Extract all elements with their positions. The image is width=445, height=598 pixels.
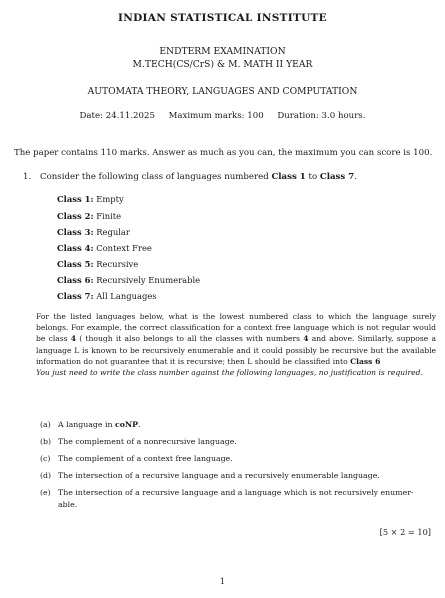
item-text-bold: coNP [115, 420, 138, 429]
instructions-text: ( though it also belongs to all the classes with numbers [76, 334, 304, 344]
intro-text-mid: to [305, 172, 320, 182]
class-name: Empty [96, 194, 124, 204]
question-number: 1. [23, 172, 32, 182]
item-label: (a) [40, 420, 51, 429]
item-text: The intersection of a recursive language and a language which is not recursively enumer- [58, 488, 414, 497]
item-text: A language in [58, 420, 116, 429]
exam-title: ENDTERM EXAMINATION [159, 46, 286, 57]
marks-note: The paper contains 110 marks. Answer as much as you can, the maximum you can score is 100. [14, 148, 433, 158]
class-name: Recursive [96, 259, 139, 269]
question-intro [40, 172, 357, 182]
list-item [40, 488, 414, 497]
course-title: AUTOMATA THEORY, LANGUAGES AND COMPUTATION [87, 86, 358, 97]
class-item [57, 243, 152, 253]
class-label: Class 1: [57, 194, 94, 204]
exam-details: Date: 24.11.2025 Maximum marks: 100 Duration: 3.0 hours. [79, 111, 366, 121]
class-label: Class 4: [57, 243, 94, 253]
class-item [57, 211, 121, 221]
class-item [57, 259, 138, 269]
intro-text-end: . [354, 172, 357, 182]
class-label: Class 3: [57, 227, 94, 237]
item-continuation: able. [58, 500, 78, 509]
instructions-paragraph [36, 311, 436, 378]
instructions-class-4: 4 [70, 334, 77, 344]
class-name: Recursively Enumerable [96, 275, 201, 285]
program-title: M.TECH(CS/CrS) & M. MATH II YEAR [132, 59, 313, 70]
class-name: Context Free [96, 243, 152, 253]
institute-name: INDIAN STATISTICAL INSTITUTE [118, 12, 327, 24]
list-item [40, 420, 140, 429]
instructions-number-4: 4 [303, 334, 309, 344]
item-label: (e) [40, 488, 51, 497]
page-number: 1 [219, 576, 226, 586]
item-text: The complement of a context free language. [58, 454, 233, 463]
list-item [40, 454, 233, 463]
instructions-class-6: Class 6 [350, 356, 381, 366]
item-label: (c) [40, 454, 51, 463]
class-item [57, 194, 124, 204]
class-name: Regular [96, 227, 130, 237]
marks-allocation: [5 × 2 = 10] [379, 527, 431, 537]
class-item [57, 291, 157, 301]
class-label: Class 7: [57, 291, 94, 301]
class-label: Class 2: [57, 211, 94, 221]
instructions-text: and above. Similarly, suppose a language L is known to be recursively enumerable and it could possibly be recursive but the available information do not guarantee that it is recursive; then L should be classified into [36, 334, 436, 366]
intro-class-last: Class 7 [319, 172, 355, 182]
list-item [40, 471, 380, 480]
class-label: Class 6: [57, 275, 94, 285]
instructions-italic: You just need to write the class number against the following languages, no justification is required. [36, 368, 423, 378]
item-label: (d) [40, 471, 52, 480]
intro-text: Consider the following class of languages numbered [40, 172, 272, 182]
class-name: All Languages [96, 291, 157, 301]
item-text-end: . [137, 420, 141, 429]
intro-class-first: Class 1 [271, 172, 306, 182]
class-name: Finite [96, 211, 122, 221]
item-text: The intersection of a recursive language and a recursively enumerable language. [58, 471, 380, 480]
class-label: Class 5: [57, 259, 94, 269]
instructions-text: For the listed languages below, what is the lowest numbered class to which the language surely belongs. For example, the correct classification for a context free language which is not regular would be class [36, 312, 436, 344]
item-label: (b) [40, 437, 52, 446]
item-text: The complement of a nonrecursive language. [58, 437, 237, 446]
class-item [57, 227, 130, 237]
class-item [57, 275, 200, 285]
list-item [40, 437, 237, 446]
